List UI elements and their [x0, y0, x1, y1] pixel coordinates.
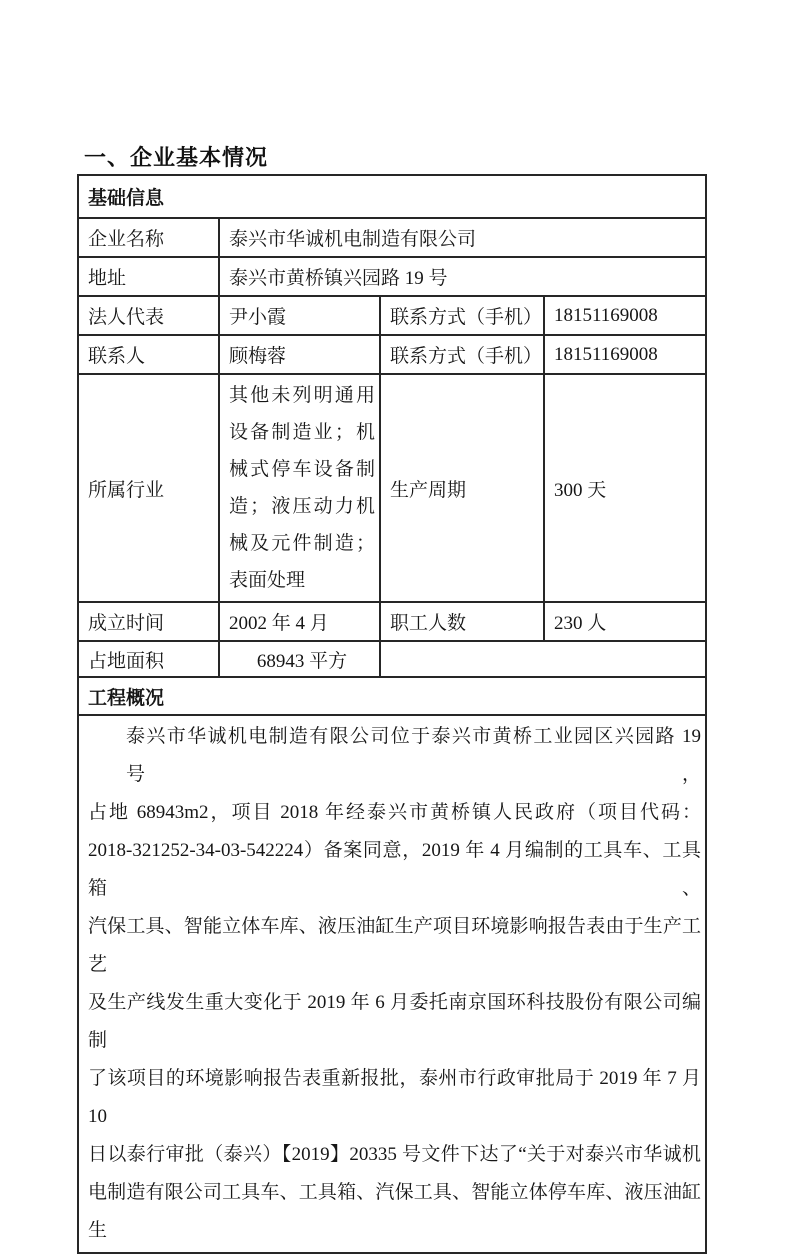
- legal-rep-value: 尹小霞: [219, 296, 380, 335]
- area-empty-cell: [380, 641, 706, 677]
- project-overview-paragraph: [78, 715, 706, 1253]
- company-name-label: 企业名称: [78, 218, 219, 257]
- contact-person-contact-value: 18151169008: [544, 335, 706, 374]
- address-label: 地址: [78, 257, 219, 296]
- section-header-basic-info: 基础信息: [78, 175, 706, 218]
- founded-label: 成立时间: [78, 602, 219, 641]
- overview-line: 日以泰行审批（泰兴）【2019】20335 号文件下达了“关于对泰兴市华诚机: [88, 1144, 702, 1165]
- legal-rep-contact-label: 联系方式（手机）: [380, 296, 544, 335]
- contact-person-label: 联系人: [78, 335, 219, 374]
- industry-value: 其他未列明通用设备制造业；机械式停车设备制造；液压动力机械及元件制造；表面处理: [219, 374, 380, 602]
- overview-line: 泰兴市华诚机电制造有限公司位于泰兴市黄桥工业园区兴园路 19 号，: [126, 726, 702, 785]
- overview-line: 了该项目的环境影响报告表重新报批，泰州市行政审批局于 2019 年 7 月 10: [88, 1068, 702, 1127]
- overview-line: 2018-321252-34-03-542224）备案同意，2019 年 4 月编制的工具车、工具箱、: [88, 840, 702, 899]
- legal-rep-contact-value: 18151169008: [544, 296, 706, 335]
- production-cycle-label: 生产周期: [380, 374, 544, 602]
- staff-count-value: 230 人: [544, 602, 706, 641]
- table-row-basic-header: [78, 175, 706, 218]
- area-label: 占地面积: [78, 641, 219, 677]
- table-row-legal-rep: [78, 296, 706, 335]
- area-value: 68943 平方: [219, 641, 380, 677]
- address-value: 泰兴市黄桥镇兴园路 19 号: [219, 257, 706, 296]
- overview-line: 占地 68943m2，项目 2018 年经泰兴市黄桥镇人民政府（项目代码：: [88, 802, 702, 823]
- overview-line: 及生产线发生重大变化于 2019 年 6 月委托南京国环科技股份有限公司编制: [88, 992, 702, 1051]
- production-cycle-value: 300 天: [544, 374, 706, 602]
- table-row-contact-person: [78, 335, 706, 374]
- company-info-table: [77, 174, 707, 1254]
- table-row-area: [78, 641, 706, 677]
- staff-count-label: 职工人数: [380, 602, 544, 641]
- contact-person-contact-label: 联系方式（手机）: [380, 335, 544, 374]
- table-row-founded: [78, 602, 706, 641]
- page-title: 一、企业基本情况: [84, 145, 269, 170]
- table-row-project-overview: [78, 715, 706, 1253]
- contact-person-value: 顾梅蓉: [219, 335, 380, 374]
- overview-line: 电制造有限公司工具车、工具箱、汽保工具、智能立体停车库、液压油缸生: [88, 1182, 702, 1241]
- company-name-value: 泰兴市华诚机电制造有限公司: [219, 218, 706, 257]
- table-row-company-name: [78, 218, 706, 257]
- overview-line: 汽保工具、智能立体车库、液压油缸生产项目环境影响报告表由于生产工艺: [88, 916, 702, 975]
- table-row-address: [78, 257, 706, 296]
- industry-label: 所属行业: [78, 374, 219, 602]
- section-header-project-overview: 工程概况: [78, 677, 706, 715]
- founded-value: 2002 年 4 月: [219, 602, 380, 641]
- table-row-industry: [78, 374, 706, 602]
- table-row-project-header: [78, 677, 706, 715]
- legal-rep-label: 法人代表: [78, 296, 219, 335]
